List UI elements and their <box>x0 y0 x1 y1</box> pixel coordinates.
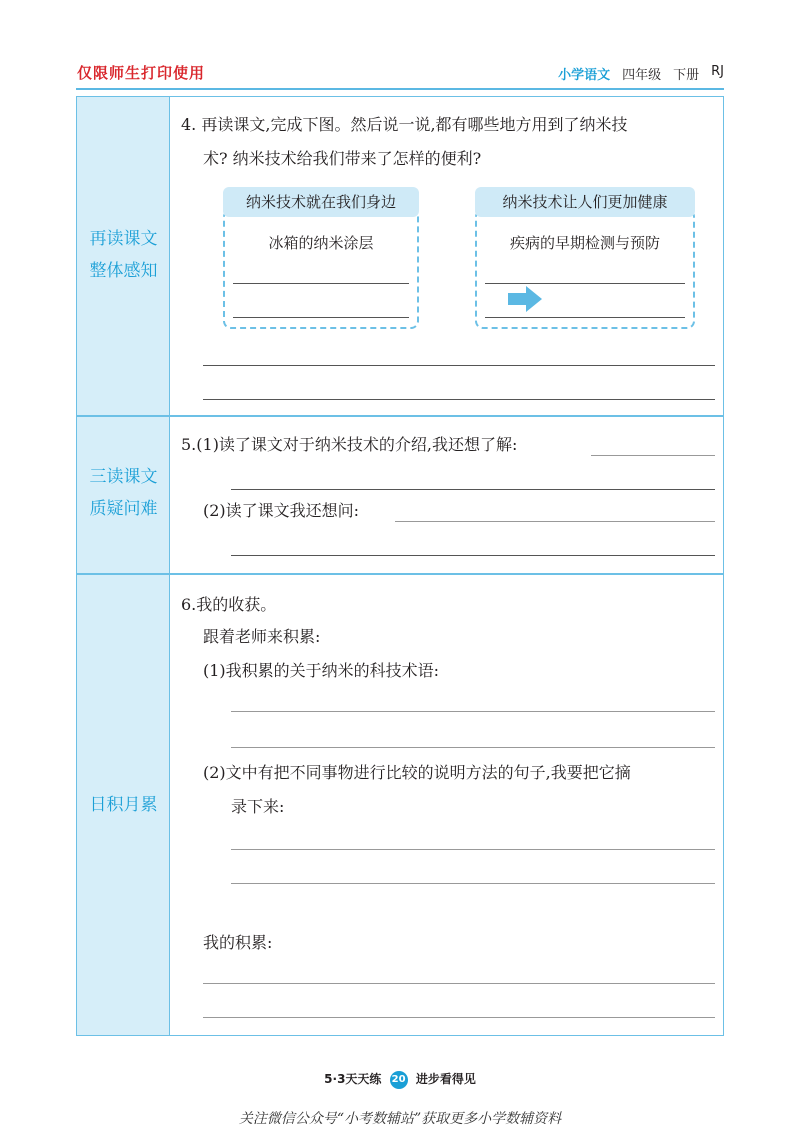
section-label-reread: 再读课文 整体感知 <box>89 229 158 281</box>
answer-line[interactable] <box>591 455 715 456</box>
page-number: 20 <box>390 1071 408 1089</box>
q6-mine: 我的积累: <box>203 933 273 952</box>
header-rule <box>76 88 724 90</box>
q5-part2: (2)读了课文我还想问: <box>203 501 360 520</box>
volume-label: 下册 <box>673 68 700 83</box>
worksheet-frame <box>76 96 724 1036</box>
answer-line[interactable] <box>203 399 715 400</box>
section-divider <box>77 415 723 417</box>
answer-line[interactable] <box>233 317 409 318</box>
section-label-question: 三读课文 质疑问难 <box>89 467 158 519</box>
subject-label: 小学语文 <box>558 68 611 83</box>
q6-part2-line1: (2)文中有把不同事物进行比较的说明方法的句子,我要把它摘 <box>203 763 631 782</box>
box-nearby <box>223 209 419 329</box>
section-label-accumulate: 日积月累 <box>89 795 158 815</box>
q5-part1: 5.(1)读了课文对于纳米技术的介绍,我还想了解: <box>181 435 518 454</box>
section-divider <box>77 573 723 575</box>
answer-line[interactable] <box>203 1017 715 1018</box>
answer-line[interactable] <box>485 283 685 284</box>
box-health-item: 疾病的早期检测与预防 <box>509 234 660 252</box>
edition-label: RJ <box>711 64 724 79</box>
q4-text-line1: 4. 再读课文,完成下图。然后说一说,都有哪些地方用到了纳米技 <box>181 115 628 134</box>
box-nearby-title: 纳米技术就在我们身边 <box>223 187 419 217</box>
footer-slogan: 进步看得见 <box>415 1072 476 1086</box>
answer-line[interactable] <box>231 555 715 556</box>
box-nearby-item: 冰箱的纳米涂层 <box>268 234 374 252</box>
box-health-title: 纳米技术让人们更加健康 <box>475 187 695 217</box>
promo-note: 关注微信公众号“小考数辅站”获取更多小学数辅资料 <box>238 1111 562 1127</box>
answer-line[interactable] <box>203 983 715 984</box>
footer-brand: 5·3天天练 <box>324 1072 382 1086</box>
print-notice: 仅限师生打印使用 <box>77 64 206 82</box>
answer-line[interactable] <box>395 521 715 522</box>
answer-line[interactable] <box>485 317 685 318</box>
answer-line[interactable] <box>233 283 409 284</box>
answer-line[interactable] <box>203 365 715 366</box>
answer-line[interactable] <box>231 711 715 712</box>
q6-part1: (1)我积累的关于纳米的科技术语: <box>203 661 440 680</box>
box-health <box>475 209 695 329</box>
answer-line[interactable] <box>231 883 715 884</box>
answer-line[interactable] <box>231 489 715 490</box>
book-info <box>558 64 724 83</box>
q6-part2-line2: 录下来: <box>231 797 285 816</box>
q4-text-line2: 术? 纳米技术给我们带来了怎样的便利? <box>203 149 482 168</box>
grade-label: 四年级 <box>622 68 662 83</box>
q6-intro: 跟着老师来积累: <box>203 627 321 646</box>
q6-title: 6.我的收获。 <box>181 595 277 614</box>
answer-line[interactable] <box>231 747 715 748</box>
answer-line[interactable] <box>231 849 715 850</box>
page-footer <box>0 1070 800 1089</box>
